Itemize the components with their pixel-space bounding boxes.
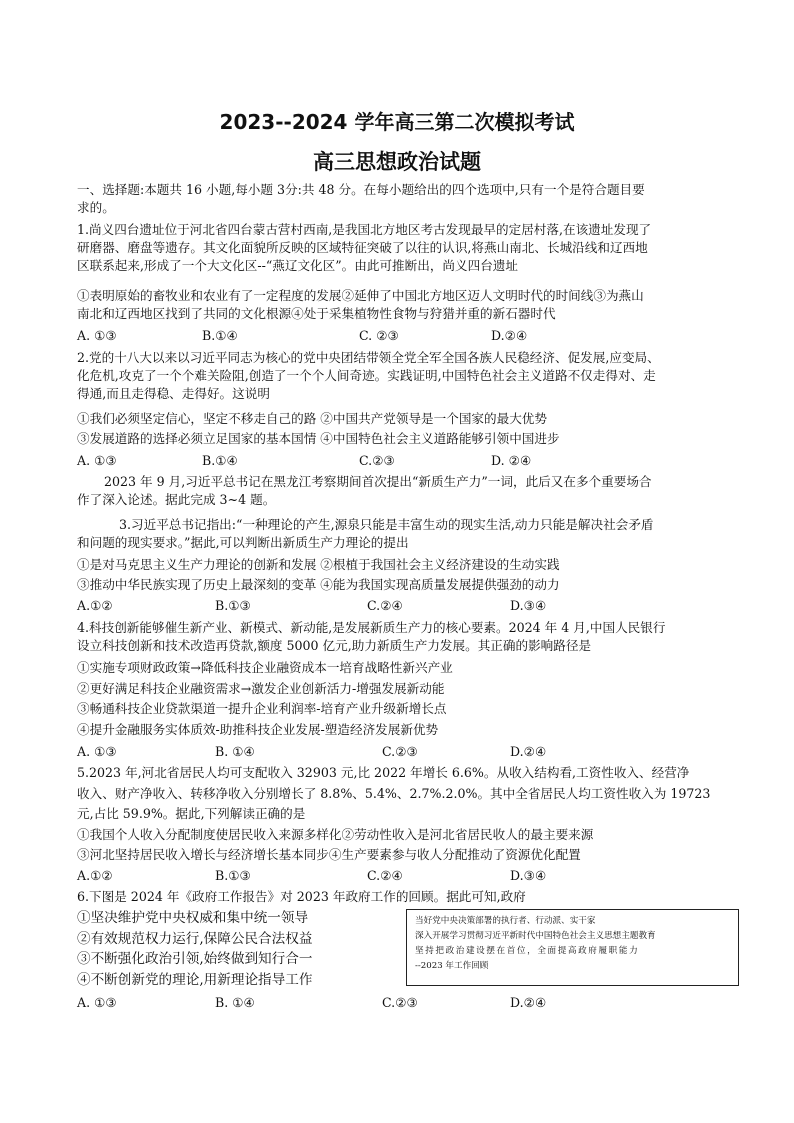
exam-title: 2023--2024 学年高三第二次模拟考试	[219, 110, 575, 134]
option-b: B.①④	[202, 328, 238, 343]
excerpt-line: 深入开展学习贯彻习近平新时代中国特色社会主义思想主题教育	[415, 931, 656, 941]
question-6-text: 6.下图是 2024 年《政府工作报告》对 2023 年政府工作的回顾。据此可知,政府	[77, 889, 526, 904]
option-d: D. ②④	[491, 453, 532, 468]
question-4-text: 4.科技创新能够催生新产业、新模式、新动能,是发展新质生产力的核心要素。2024 年 4 月,中国人民银行	[77, 620, 666, 635]
question-1-text: 1.尚义四台遗址位于河北省四台蒙古营村西南,是我国北方地区考古发现最早的定居村落,在该遗址发现了	[77, 222, 652, 237]
option-b: B.①③	[215, 598, 251, 613]
question-2-text: 2.党的十八大以来以习近平同志为核心的党中央团结带领全党全军全国各族人民稳经济、促发展,应变局、	[77, 350, 660, 365]
question-3-text: 和问题的现实要求。”据此,可以判断出新质生产力理论的提出	[77, 535, 409, 550]
exam-subtitle: 高三思想政治试题	[313, 150, 481, 174]
question-6-statement: ②有效规范权力运行,保障公民合法权益	[77, 931, 313, 947]
option-c: C.②④	[367, 868, 403, 883]
option-d: D.②④	[491, 328, 528, 343]
question-5-text: 收入、财产净收入、转移净收入分别增长了 8.8%、5.4%、2.7%.2.0%。其中全省居民人均工资性收入为 19723	[77, 786, 711, 801]
question-4-statement: ②更好满足科技企业融资需求→激发企业创新活力-增强发展新动能	[77, 681, 445, 696]
option-c: C. ②③	[359, 328, 399, 343]
question-2-text: 得通,而且走得稳、走得好。这说明	[77, 386, 270, 401]
material-text: 作了深入论述。据此完成 3~4 题。	[77, 492, 276, 507]
question-1-statement: 南北和辽西地区找到了共同的文化根源④处于采集植物性食物与狩猎并重的新石器时代	[77, 306, 556, 321]
option-d: D.②④	[510, 744, 547, 759]
excerpt-line: 当好党中央决策部署的执行者、行动派、实干家	[415, 916, 596, 926]
question-2-text: 化危机,攻克了一个个难关险阻,创造了一个个人间奇迹。实践证明,中国特色社会主义道路不仅走得对、走	[77, 368, 656, 383]
option-c: C.②③	[382, 744, 418, 759]
question-3-text: 3.习近平总书记指出:“一种理论的产生,源泉只能是丰富生动的现实生活,动力只能是解决社会矛盾	[119, 517, 654, 532]
option-a: A.①②	[77, 598, 113, 613]
question-2-statement: ①我们必须坚定信心，坚定不移走自己的路 ②中国共产党领导是一个国家的最大优势	[77, 411, 547, 426]
question-5-text: 5.2023 年,河北省居民人均可支配收入 32903 元,比 2022 年增长 6.6%。从收入结构看,工资性收入、经营净	[77, 765, 690, 780]
question-6-statement: ①坚决维护党中央权威和集中统一领导	[77, 910, 309, 926]
option-c: C.②③	[382, 995, 418, 1010]
question-1-text: 区联系起来,形成了一个大文化区--“燕辽文化区”。由此可推断出，尚义四台遗址	[77, 258, 518, 273]
question-5-statement: ③河北坚持居民收入增长与经济增长基本同步④生产要素参与收人分配推动了资源优化配置	[77, 847, 581, 862]
option-b: B. ①④	[215, 744, 255, 759]
option-a: A.①②	[77, 868, 113, 883]
option-a: A. ①③	[77, 744, 117, 759]
material-text: 2023 年 9 月,习近平总书记在黑龙江考察期间首次提出“新质生产力”一词，此后又在多个重要场合	[104, 474, 652, 489]
option-b: B. ①④	[215, 995, 255, 1010]
option-a: A. ①③	[77, 995, 117, 1010]
section-instruction: 求的。	[77, 200, 115, 215]
option-d: D.②④	[510, 995, 547, 1010]
section-instruction: 一、选择题:本题共 16 小题,每小题 3分:共 48 分。在每小题给出的四个选项中,只有一个是符合题目要	[77, 182, 645, 197]
question-1-text: 研磨器、磨盘等遗存。其文化面貌所反映的区域特征突破了以往的认识,将燕山南北、长城沿线和辽西地	[77, 240, 648, 255]
option-d: D.③④	[510, 868, 547, 883]
question-4-statement: ①实施专项财政政策→降低科技企业融资成本一培育战略性新兴产业	[77, 660, 453, 675]
option-b: B.①③	[215, 868, 251, 883]
question-2-statement: ③发展道路的选择必须立足国家的基本国情 ④中国特色社会主义道路能够引领中国进步	[77, 431, 560, 446]
question-4-text: 设立科技创新和技术改造再贷款,额度 5000 亿元,助力新质生产力发展。其正确的影响路径是	[77, 638, 592, 653]
option-d: D.③④	[510, 598, 547, 613]
option-c: C.②③	[359, 453, 395, 468]
question-6-statement: ③不断强化政治引领,始终做到知行合一	[77, 951, 313, 967]
question-6-statement: ④不断创新党的理论,用新理论指导工作	[77, 972, 313, 988]
excerpt-source: --2023 年工作回顾	[415, 961, 489, 971]
question-3-statement: ①是对马克思主义生产力理论的创新和发展 ②根植于我国社会主义经济建设的生动实践	[77, 557, 560, 572]
option-b: B.①④	[202, 453, 238, 468]
option-a: A. ①③	[77, 328, 117, 343]
question-5-statement: ①我国个人收入分配制度使居民收入来源多样化②劳动性收入是河北省居民收人的最主要来源	[77, 827, 594, 842]
option-c: C.②④	[367, 598, 403, 613]
question-5-text: 元,占比 59.9%。据此,下列解读正确的是	[77, 806, 306, 821]
government-report-excerpt-box	[406, 909, 739, 986]
option-a: A. ①③	[77, 453, 117, 468]
question-1-statement: ①表明原始的畜牧业和农业有了一定程度的发展②延伸了中国北方地区迈人文明时代的时间线③为燕山	[77, 288, 644, 303]
question-4-statement: ③畅通科技企业贷款渠道一提升企业利润率-培育产业升级新增长点	[77, 701, 447, 716]
question-3-statement: ③推动中华民族实现了历史上最深刻的变革 ④能为我国实现高质量发展提供强劲的动力	[77, 577, 560, 592]
excerpt-line: 坚持把政治建设摆在首位，全面提高政府履职能力	[415, 946, 640, 956]
question-4-statement: ④提升金融服务实体质效-助推科技企业发展-塑造经济发展新优势	[77, 722, 439, 737]
